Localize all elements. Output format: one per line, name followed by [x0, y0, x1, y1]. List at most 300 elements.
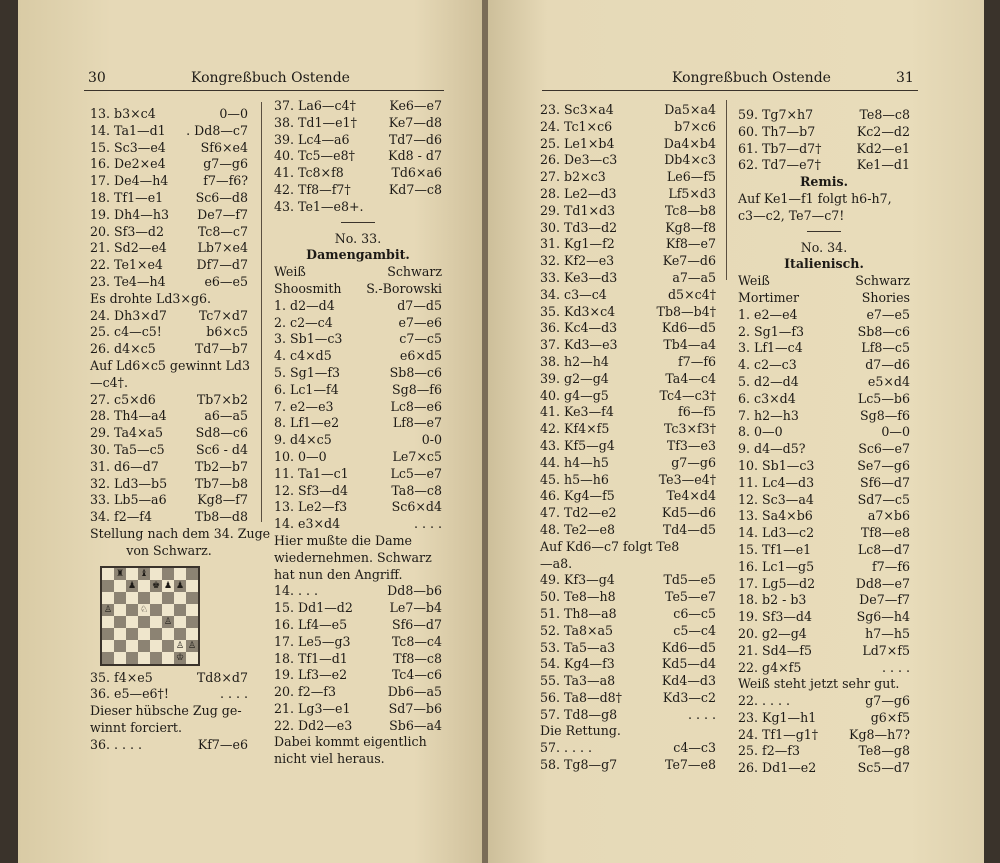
- white-move: 51. Th8—a8: [540, 605, 617, 621]
- white-move: 8. 0—0: [738, 424, 783, 440]
- board-square: [150, 592, 162, 604]
- black-move: Sc6 - d4: [195, 441, 248, 457]
- board-square: [114, 592, 126, 604]
- black-move: Kg8—f8: [665, 219, 716, 235]
- black-move: Lc8—e6: [390, 398, 442, 414]
- move-row: [738, 458, 910, 475]
- move-row: [738, 626, 910, 643]
- annotation-text: wiedernehmen. Schwarz: [274, 549, 432, 565]
- white-move: 46. Kg4—f5: [540, 488, 615, 504]
- black-move: Db4×c3: [664, 152, 716, 168]
- move-row: [90, 274, 248, 291]
- black-move: d5×c4†: [668, 286, 716, 302]
- white-move: 34. f2—f4: [90, 509, 152, 525]
- white-move: 5. d2—d4: [738, 373, 799, 389]
- white-move: 31. Kg1—f2: [540, 236, 615, 252]
- move-row: [738, 124, 910, 141]
- board-square: [162, 568, 174, 580]
- black-move: a6—a5: [204, 408, 248, 424]
- move-row: [738, 693, 910, 710]
- move-row: [540, 220, 716, 237]
- black-move: Te3—e4†: [658, 471, 716, 487]
- white-move: 17. De4—h4: [90, 173, 169, 189]
- black-move: c5—c4: [673, 622, 716, 638]
- move-row: [90, 190, 248, 207]
- move-row: [540, 455, 716, 472]
- move-row: [274, 499, 442, 516]
- black-move: Ke7—d6: [662, 253, 716, 269]
- move-row: [540, 673, 716, 690]
- black-move: a7×b6: [867, 508, 910, 524]
- black-move: Lf8—e7: [392, 415, 442, 431]
- move-row: [540, 488, 716, 505]
- board-square: [174, 628, 186, 640]
- annotation-text: nicht viel heraus.: [274, 751, 385, 767]
- white-move: 57. Td8—g8: [540, 706, 618, 722]
- white-move: 30. Ta5—c5: [90, 441, 165, 457]
- move-row: [738, 374, 910, 391]
- board-square: [162, 652, 174, 664]
- header-rule: [542, 90, 918, 91]
- section-separator: [807, 231, 841, 232]
- black-move: c6—c5: [673, 605, 716, 621]
- white-move: 26. Dd1—e2: [738, 760, 817, 776]
- black-move: f7—f6: [872, 558, 910, 574]
- black-move: Sc6—e7: [858, 441, 910, 457]
- black-move: De7—f7: [859, 592, 910, 608]
- move-row: [738, 542, 910, 559]
- black-move: Kd3—c2: [662, 689, 716, 705]
- annotation-text: Dabei kommt eigentlich: [274, 734, 427, 750]
- board-square: ♟: [175, 580, 185, 591]
- move-row: [90, 442, 248, 459]
- white-move: 39. Lc4—a6: [274, 131, 350, 147]
- board-square: [114, 640, 126, 652]
- white-move: 42. Kf4×f5: [540, 421, 610, 437]
- board-square: ♜: [115, 568, 125, 579]
- black-move: Sg6—h4: [856, 609, 910, 625]
- black-move: Ke6—e7: [389, 98, 442, 113]
- white-move: 6. Lc1—f4: [274, 381, 339, 397]
- move-row: [540, 337, 716, 354]
- white-move: 20. g2—g4: [738, 625, 807, 641]
- white-move: 57. . . . .: [540, 740, 593, 756]
- white-move: 23. Kg1—h1: [738, 709, 817, 725]
- move-row: [738, 475, 910, 492]
- white-move: 32. Ld3—b5: [90, 475, 168, 491]
- move-row: [738, 441, 910, 458]
- black-move: Kd5—d6: [661, 505, 716, 521]
- white-move: 9. d4—d5?: [738, 441, 806, 457]
- move-row: [540, 102, 716, 119]
- white-move: 15. Sc3—e4: [90, 139, 166, 155]
- white-move: 37. Kd3—e3: [540, 337, 618, 353]
- black-move: Da5×a4: [664, 102, 716, 117]
- white-move: 19. Lf3—e2: [274, 667, 348, 683]
- player-names: [738, 290, 910, 307]
- board-square: [150, 568, 162, 580]
- white-move: 22. Te1×e4: [90, 257, 163, 273]
- annotation-text: Auf Ld6×c5 gewinnt Ld3: [90, 357, 250, 373]
- white-move: 25. Le1×b4: [540, 135, 615, 151]
- move-row: [540, 371, 716, 388]
- white-move: 5. Sg1—f3: [274, 364, 340, 380]
- board-square: [102, 580, 114, 592]
- white-move: 45. h5—h6: [540, 471, 609, 487]
- board-square: [150, 640, 162, 652]
- black-move: Tf8—e8: [860, 525, 910, 541]
- white-move: 29. Td1×d3: [540, 202, 616, 218]
- left-column-2: [274, 98, 442, 768]
- move-row: [540, 572, 716, 589]
- board-square: [186, 652, 198, 664]
- move-row: [540, 287, 716, 304]
- black-move: Kc2—d2: [856, 123, 910, 139]
- black-move: . Dd8—c7: [186, 122, 248, 138]
- move-row: [274, 331, 442, 348]
- white-move: 1. e2—e4: [738, 306, 798, 322]
- move-row: [540, 236, 716, 253]
- black-move: Td6×a6: [391, 165, 442, 181]
- white-move: 28. Th4—a4: [90, 408, 167, 424]
- black-move: Sf6—d7: [392, 616, 442, 632]
- white-move: 7. h2—h3: [738, 407, 799, 423]
- white-move: 40. Tc5—e8†: [274, 148, 355, 164]
- move-row: [90, 686, 248, 703]
- black-move: Da4×b4: [663, 135, 716, 151]
- move-row: [540, 388, 716, 405]
- white-move: 20. f2—f3: [274, 684, 336, 700]
- move-row: [540, 152, 716, 169]
- board-square: [162, 640, 174, 652]
- white-move: 11. Lc4—d3: [738, 474, 815, 490]
- move-row: [90, 670, 248, 687]
- black-move: Ta4—c4: [665, 370, 716, 386]
- move-row: [540, 740, 716, 757]
- white-move: 24. Tf1—g1†: [738, 726, 819, 742]
- opening-name: Italienisch.: [784, 256, 864, 272]
- move-row: [738, 107, 910, 124]
- move-row: [274, 617, 442, 634]
- white-move: 43. Kf5—g4: [540, 437, 615, 453]
- move-row: [274, 298, 442, 315]
- board-square: [114, 580, 126, 592]
- board-square: [102, 628, 114, 640]
- white-move: 22. Dd2—e3: [274, 717, 353, 733]
- black-move: Kf7—e6: [197, 736, 248, 752]
- white-move: 31. d6—d7: [90, 458, 159, 474]
- white-move: 13. Le2—f3: [274, 499, 348, 515]
- white-move: 23. Sc3×a4: [540, 102, 614, 117]
- page-number: 31: [896, 70, 914, 86]
- white-move: 28. Le2—d3: [540, 185, 617, 201]
- white-move: 14. . . .: [274, 583, 319, 599]
- white-move: 56. Ta8—d8†: [540, 689, 622, 705]
- black-move: Tf3—e3: [666, 437, 716, 453]
- move-row: [738, 559, 910, 576]
- black-move: Td8×d7: [196, 669, 248, 685]
- board-square: ♝: [139, 568, 149, 579]
- black-move: Kd8 - d7: [388, 148, 442, 164]
- white-move: 38. Td1—e1†: [274, 114, 357, 130]
- board-square: ♟: [127, 580, 137, 591]
- board-square: ♟: [163, 580, 173, 591]
- white-move: 24. Tc1×c6: [540, 118, 613, 134]
- white-move: 32. Kf2—e3: [540, 253, 615, 269]
- board-square: [138, 592, 150, 604]
- black-move: Tb8—d8: [194, 509, 248, 525]
- black-move: Le7×c5: [392, 448, 442, 464]
- black-move: Kd4—d3: [661, 673, 716, 689]
- opening-name: Damengambit.: [306, 247, 410, 263]
- board-square: ♙: [163, 616, 173, 627]
- white-move: 39. g2—g4: [540, 370, 609, 386]
- white-move: 37. La6—c4†: [274, 98, 356, 113]
- black-move: e5×d4: [867, 373, 910, 389]
- black-move: Tb4—a4: [663, 337, 716, 353]
- white-move: 33. Lb5—a6: [90, 492, 167, 508]
- board-square: ♙: [175, 640, 185, 651]
- black-move: . . . .: [219, 686, 248, 702]
- annotation-text: Hier mußte die Dame: [274, 532, 413, 548]
- board-square: [126, 652, 138, 664]
- black-move: Ld7×f5: [862, 642, 910, 658]
- white-move: 21. Sd2—e4: [90, 240, 167, 256]
- white-move: 2. c2—c4: [274, 314, 333, 330]
- annotation-text: Auf Kd6—c7 folgt Te8: [540, 538, 680, 554]
- move-row: [274, 315, 442, 332]
- black-move: a7—a5: [672, 269, 716, 285]
- black-move: Td7—d6: [388, 131, 442, 147]
- board-square: [138, 580, 150, 592]
- move-row: [738, 525, 910, 542]
- game-number: No. 34.: [800, 239, 848, 255]
- move-row: [274, 634, 442, 651]
- white-move: 27. c5×d6: [90, 391, 156, 407]
- white-move: 41. Ke3—f4: [540, 404, 614, 420]
- annotation-text: —c4†.: [90, 374, 128, 390]
- white-move: 14. Ld3—c2: [738, 525, 815, 541]
- white-move: 35. Kd3×c4: [540, 303, 616, 319]
- black-move: Lc5—b6: [857, 390, 910, 406]
- black-move: f7—f6: [678, 353, 716, 369]
- white-move: 59. Tg7×h7: [738, 107, 814, 122]
- white-move: 9. d4×c5: [274, 432, 332, 448]
- move-row: [540, 505, 716, 522]
- running-title: Kongreßbuch Ostende: [672, 70, 831, 86]
- annotation-text: c3—c2, Te7—c7!: [738, 207, 845, 223]
- black-move: Kd7—c8: [388, 181, 442, 197]
- move-row: [540, 270, 716, 287]
- move-row: [540, 421, 716, 438]
- board-square: ♙: [187, 640, 197, 651]
- move-row: [738, 760, 910, 777]
- board-square: [186, 592, 198, 604]
- white-move: 27. b2×c3: [540, 169, 606, 185]
- black-move: De7—f7: [197, 206, 248, 222]
- diagram-caption: von Schwarz.: [126, 542, 212, 558]
- move-row: [540, 640, 716, 657]
- white-move: 21. Lg3—e1: [274, 700, 351, 716]
- move-row: [90, 173, 248, 190]
- move-row: [738, 727, 910, 744]
- black-move: Sb8—c6: [857, 323, 910, 339]
- move-row: [274, 199, 442, 216]
- move-row: [540, 320, 716, 337]
- color-labels: [738, 273, 910, 290]
- move-row: [738, 391, 910, 408]
- white-move: 53. Ta5—a3: [540, 639, 616, 655]
- move-row: [274, 98, 442, 115]
- black-move: Sd8—c6: [195, 425, 248, 441]
- black-move: Te8—g8: [858, 743, 910, 759]
- diagram-caption: Stellung nach dem 34. Zuge: [90, 525, 271, 541]
- black-move: Tc4—c3†: [659, 387, 716, 403]
- black-move: Tc8—b8: [664, 202, 716, 218]
- move-row: [738, 157, 910, 174]
- move-row: [540, 522, 716, 539]
- white-move: 34. c3—c4: [540, 286, 607, 302]
- white-move: 18. Tf1—d1: [274, 650, 348, 666]
- black-move: Tb2—b7: [194, 458, 248, 474]
- black-move: e7—e5: [866, 306, 910, 322]
- move-row: [540, 707, 716, 724]
- white-move: 26. d4×c5: [90, 341, 156, 357]
- black-move: Sg8—f6: [860, 407, 910, 423]
- move-row: [540, 589, 716, 606]
- white-move: 36. e5—e6†!: [90, 686, 169, 702]
- move-row: [738, 660, 910, 677]
- left-page: [18, 0, 484, 863]
- board-square: [174, 568, 186, 580]
- board-square: [114, 652, 126, 664]
- move-row: [540, 253, 716, 270]
- white-move: 20. Sf3—d2: [90, 223, 165, 239]
- white-move: 1. d2—d4: [274, 297, 335, 313]
- black-move: Sd7—c5: [857, 491, 910, 507]
- black-move: g7—g6: [203, 156, 248, 172]
- move-row: [90, 459, 248, 476]
- white-move: 42. Tf8—f7†: [274, 181, 351, 197]
- annotation-text: Die Rettung.: [540, 723, 621, 739]
- board-square: [126, 568, 138, 580]
- move-row: [738, 357, 910, 374]
- white-move: 62. Td7—e7†: [738, 157, 821, 173]
- left-column-1: [90, 106, 271, 754]
- black-move: Tf8—c8: [393, 650, 442, 666]
- white-move: 3. Sb1—c3: [274, 331, 343, 347]
- white-move: 47. Td2—e2: [540, 505, 617, 521]
- board-square: [186, 628, 198, 640]
- move-row: [274, 516, 442, 533]
- black-move: g7—g6: [865, 693, 910, 709]
- board-square: [126, 604, 138, 616]
- board-square: ♔: [175, 652, 185, 663]
- move-row: [738, 324, 910, 341]
- black-move: Ke7—d8: [388, 114, 442, 130]
- black-move: Kd2—e1: [856, 140, 910, 156]
- move-row: [274, 651, 442, 668]
- black-move: Tc8—c4: [391, 633, 442, 649]
- move-row: [738, 492, 910, 509]
- white-move: 16. Lc1—g5: [738, 558, 815, 574]
- white-move: 18. b2 - b3: [738, 592, 807, 608]
- black-move: Tb7×b2: [196, 391, 248, 407]
- move-row: [738, 576, 910, 593]
- black-move: g7—g6: [671, 454, 716, 470]
- move-row: [90, 476, 248, 493]
- section-separator: [341, 222, 375, 223]
- white-move: 13. Sa4×b6: [738, 508, 813, 524]
- white-move: 14. Ta1—d1: [90, 122, 166, 138]
- black-label: Schwarz: [387, 264, 442, 280]
- white-move: 16. De2×e4: [90, 156, 166, 172]
- annotation-text: Weiß steht jetzt sehr gut.: [738, 676, 900, 692]
- black-move: g6×f5: [870, 709, 910, 725]
- black-move: Sc6—d8: [195, 189, 248, 205]
- right-page: [488, 0, 984, 863]
- color-labels: [274, 264, 442, 281]
- move-row: [90, 492, 248, 509]
- page-number: 30: [88, 70, 106, 86]
- black-move: e6—e5: [204, 273, 248, 289]
- white-move: 17. Lg5—d2: [738, 575, 816, 591]
- board-square: [162, 628, 174, 640]
- board-square: [126, 628, 138, 640]
- board-square: ♚: [151, 580, 161, 591]
- black-move: Ta8—c8: [391, 482, 442, 498]
- white-move: 38. h2—h4: [540, 353, 609, 369]
- board-square: [186, 616, 198, 628]
- white-move: 36. Kc4—d3: [540, 320, 618, 336]
- black-move: 0—0: [881, 424, 910, 440]
- running-title: Kongreßbuch Ostende: [191, 70, 350, 86]
- move-row: [90, 106, 248, 123]
- black-move: e6×d5: [399, 348, 442, 364]
- white-move: 30. Td3—d2: [540, 219, 618, 235]
- black-move: Sc6×d4: [391, 499, 442, 515]
- black-move: Sc5—d7: [857, 760, 910, 776]
- column-divider: [261, 102, 262, 522]
- black-move: Sf6×e4: [200, 139, 248, 155]
- move-row: [274, 382, 442, 399]
- board-square: [162, 592, 174, 604]
- board-square: [126, 592, 138, 604]
- white-label: Weiß: [274, 264, 306, 280]
- board-square: ♘: [139, 604, 149, 615]
- white-move: 13. b3×c4: [90, 106, 156, 121]
- move-row: [540, 690, 716, 707]
- move-row: [540, 757, 716, 774]
- white-move: 54. Kg4—f3: [540, 656, 615, 672]
- move-row: [90, 240, 248, 257]
- board-square: ♙: [103, 604, 113, 615]
- move-row: [274, 148, 442, 165]
- black-player: S.-Borowski: [366, 280, 442, 296]
- black-move: Kg8—h7?: [849, 726, 910, 742]
- move-row: [90, 737, 248, 754]
- black-move: f6—f5: [678, 404, 716, 420]
- black-player: Shories: [861, 289, 910, 305]
- move-row: [738, 307, 910, 324]
- black-move: Sb6—a4: [389, 717, 442, 733]
- board-square: [126, 640, 138, 652]
- black-move: Dd8—e7: [855, 575, 910, 591]
- move-row: [540, 354, 716, 371]
- white-move: 6. c3×d4: [738, 390, 796, 406]
- move-row: [90, 324, 248, 341]
- board-square: [174, 616, 186, 628]
